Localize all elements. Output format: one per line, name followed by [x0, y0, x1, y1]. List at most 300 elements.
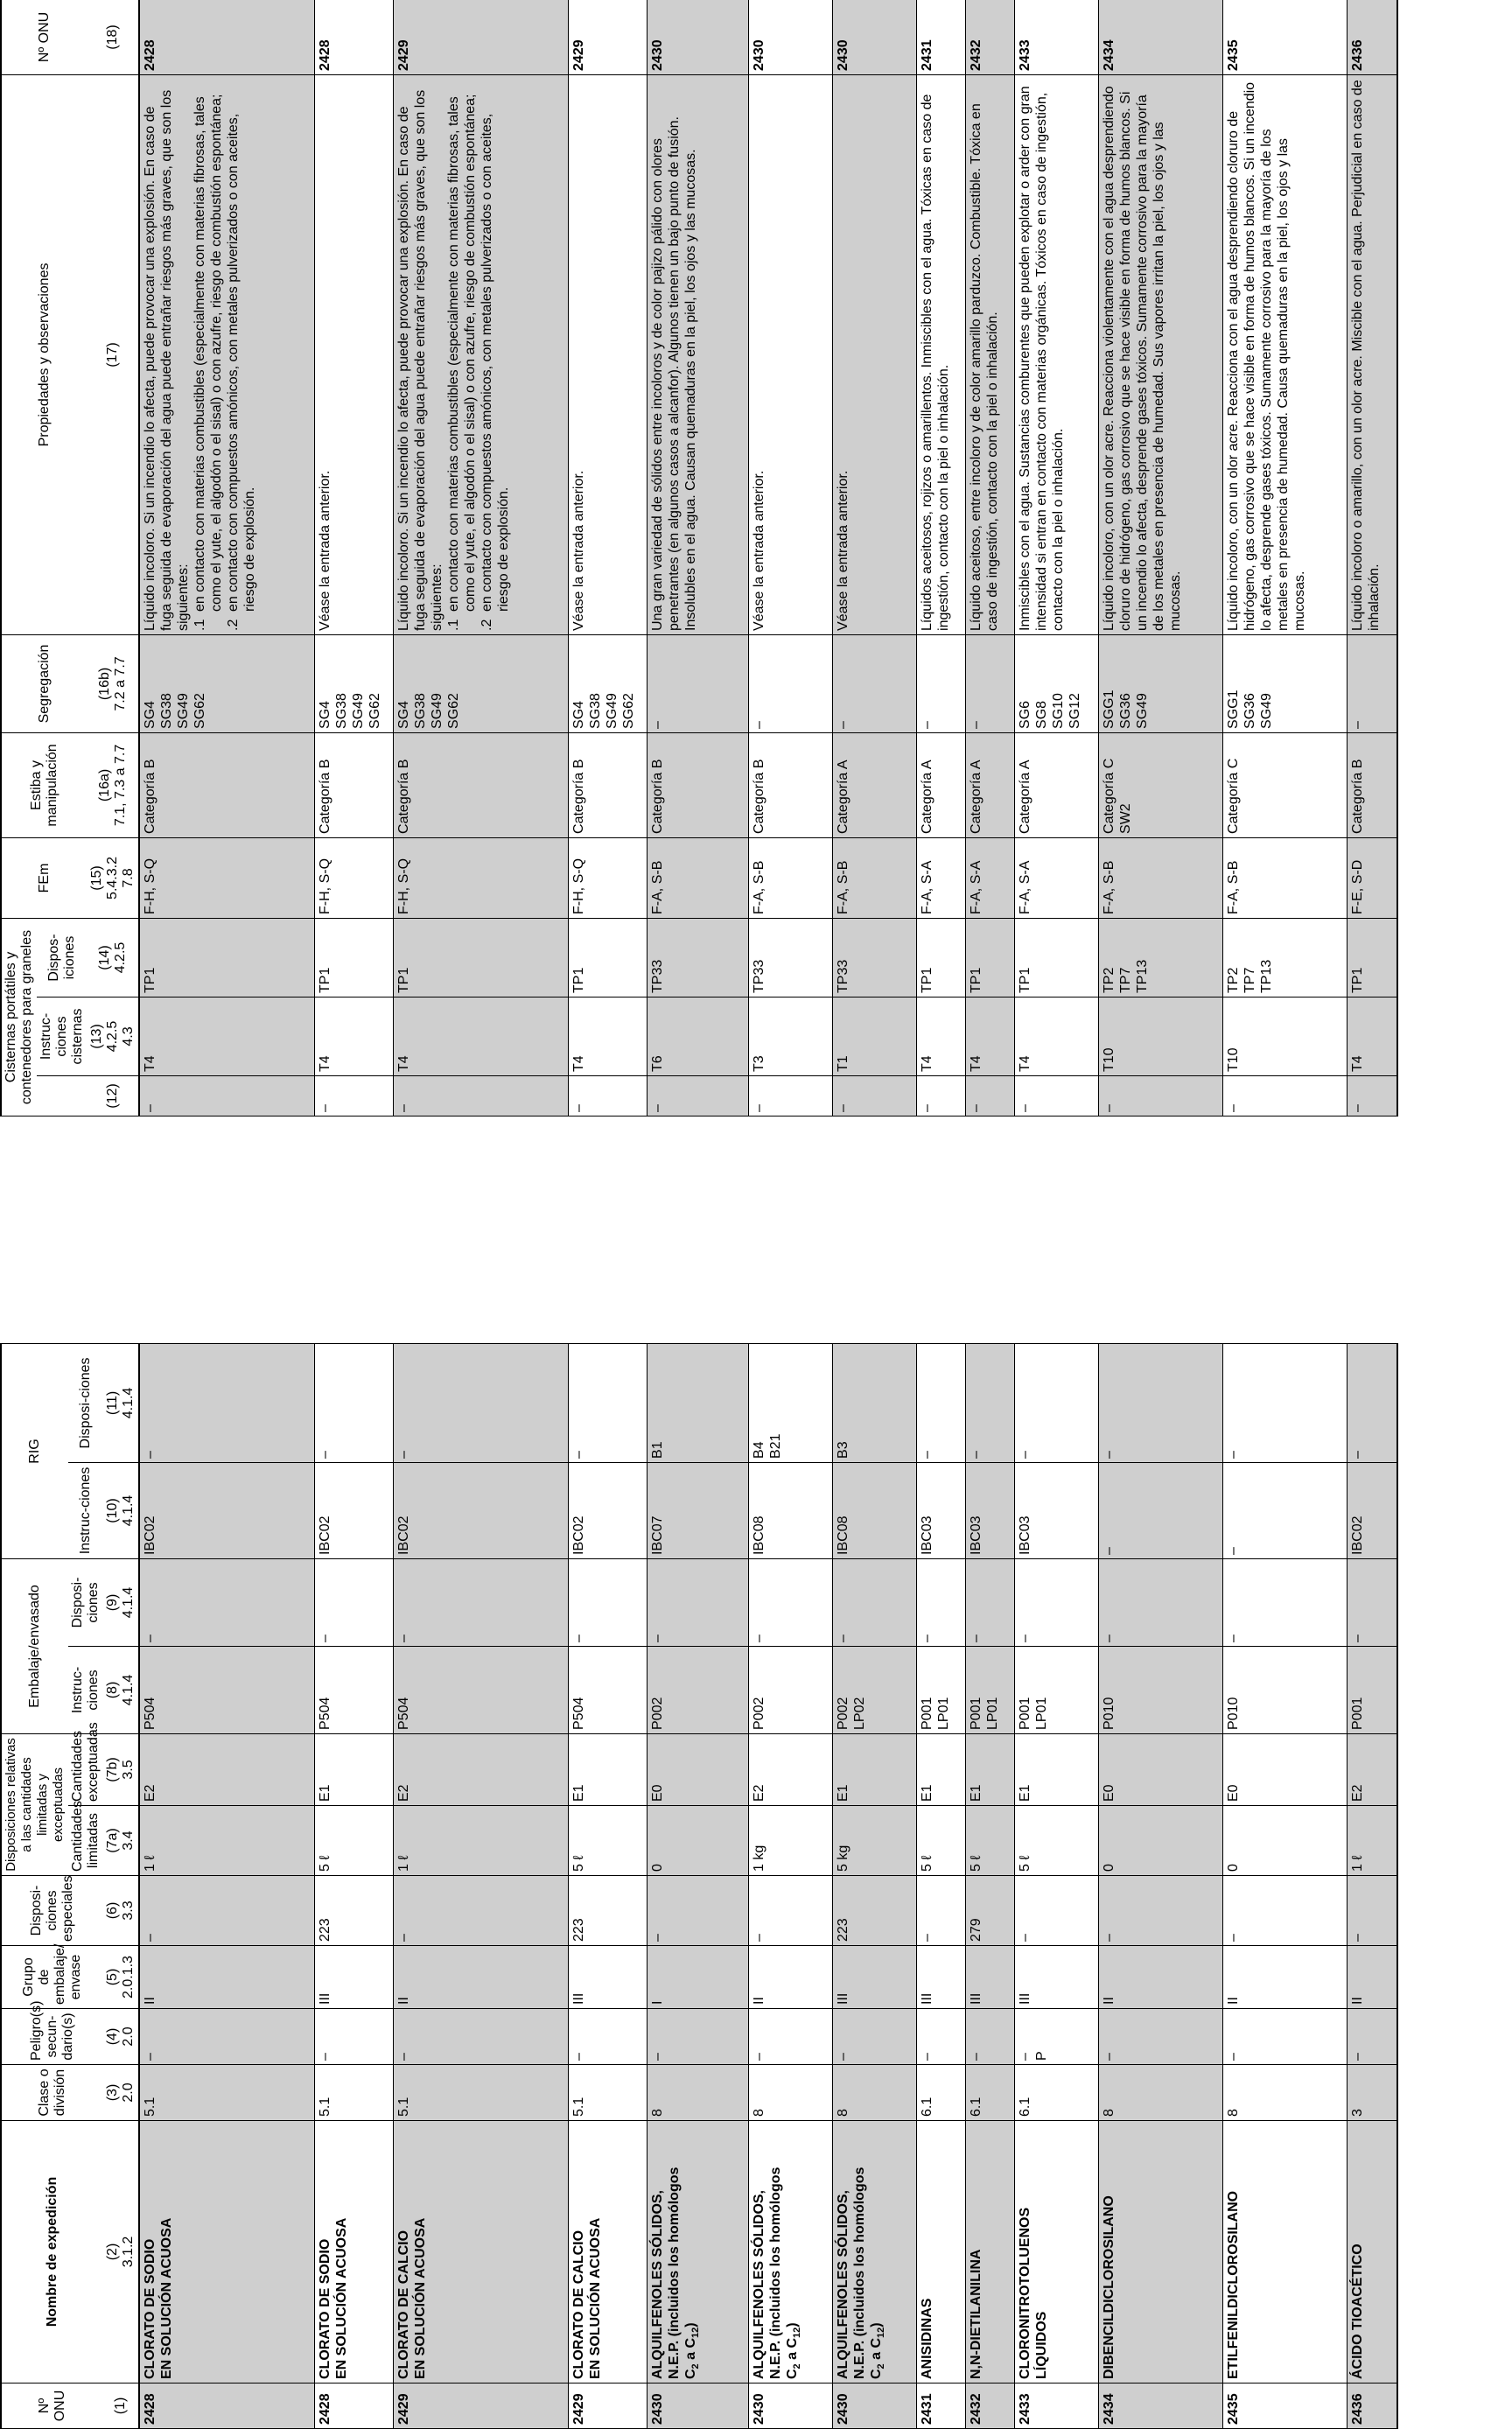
table-row — [965, 0, 1014, 1116]
cell-ibc: IBC08 — [832, 1462, 916, 1558]
cell-pp: – — [1098, 1558, 1222, 1646]
cell-seg: SG4 SG38 SG49 SG62 — [393, 634, 568, 732]
cell-tank: T4 — [568, 998, 647, 1076]
cell-ibcp: – — [1098, 1343, 1222, 1462]
cell-t12: – — [832, 1076, 916, 1116]
properties-text: Líquido incoloro, con un olor acre. Reacciona violentamente con el agua desprendiendo cloruro de hidrógeno, gas corrosivo que se hace visible en forma de humos blancos. Si un incendio lo afecta, desprende gases tóxicos. Sumamente corrosivo para la mayoría de los metales en presencia de humedad. Sus vapores irritan la piel, los ojos y las mucosas. — [1101, 86, 1183, 631]
cell-un: 2434 — [1098, 0, 1222, 74]
cell-t12: – — [139, 1076, 314, 1116]
cell-ibc: IBC02 — [139, 1462, 314, 1558]
properties-list-item — [479, 79, 512, 631]
cell-name: ANISIDINAS — [916, 2121, 965, 2384]
cell-ltd: 1 ℓ — [393, 1806, 568, 1876]
cell-sec: – — [916, 2009, 965, 2065]
table-row — [965, 1343, 1014, 2428]
cell-stow: Categoría B — [393, 732, 568, 837]
cell-un: 2432 — [965, 0, 1014, 74]
hdr-name: Nombre de expedición — [1, 2121, 103, 2384]
cell-pp: – — [1014, 1558, 1098, 1646]
table-row — [647, 1343, 748, 2428]
table-row — [314, 0, 393, 1116]
num-16a: (16a) 7.1, 7.3 a 7.7 — [88, 732, 139, 837]
cell-name: ALQUILFENOLES SÓLIDOS, N.E.P. (incluidos los homólogos $C_2$ a $C_{12}$) — [647, 2121, 748, 2384]
cell-ibcp: – — [1222, 1343, 1347, 1462]
cell-exc: E2 — [748, 1733, 832, 1805]
cell-un: 2429 — [393, 0, 568, 74]
hdr-properties: Propiedades y observaciones — [1, 74, 88, 634]
num-17: (17) — [88, 74, 139, 634]
cell-cls: 8 — [647, 2065, 748, 2121]
cell-props — [1098, 74, 1222, 634]
cell-stow: Categoría A — [916, 732, 965, 837]
cell-stow: Categoría B — [647, 732, 748, 837]
cell-tank: T10 — [1098, 998, 1222, 1076]
cell-sec: – — [568, 2009, 647, 2065]
num-7a: (7a) 3.4 — [103, 1806, 139, 1876]
left-table-body — [139, 1343, 1397, 2428]
hdr-un-right: Nº ONU — [1, 0, 88, 74]
cell-pi: P504 — [393, 1646, 568, 1733]
list-marker: .2 — [479, 619, 494, 631]
cell-cls: 3 — [1347, 2065, 1397, 2121]
cell-seg: – — [965, 634, 1014, 732]
cell-ltd: 1 kg — [748, 1806, 832, 1876]
cell-props — [1222, 74, 1347, 634]
cell-pp: – — [1222, 1558, 1347, 1646]
cell-ibc: IBC02 — [1347, 1462, 1397, 1558]
cell-ibcp: – — [916, 1343, 965, 1462]
table-row — [1098, 0, 1222, 1116]
cell-un: 2430 — [647, 0, 748, 74]
cell-t12: – — [916, 1076, 965, 1116]
cell-pp: – — [832, 1558, 916, 1646]
properties-list-item — [445, 79, 479, 631]
properties-list-item — [225, 79, 258, 631]
cell-t12: – — [748, 1076, 832, 1116]
cell-pg: III — [314, 1946, 393, 2009]
cell-sec: – — [965, 2009, 1014, 2065]
cell-t12: – — [1098, 1076, 1222, 1116]
cell-sec: – — [832, 2009, 916, 2065]
table-row — [1098, 1343, 1222, 2428]
cell-props — [916, 74, 965, 634]
cell-cls: 6.1 — [1014, 2065, 1098, 2121]
cell-ltd: 5 ℓ — [1014, 1806, 1098, 1876]
right-table-body — [139, 0, 1397, 1116]
cell-un: 2433 — [1014, 0, 1098, 74]
cell-name: ALQUILFENOLES SÓLIDOS, N.E.P. (incluidos los homólogos $C_2$ a $C_{12}$) — [748, 2121, 832, 2384]
num-4: (4) 2.0 — [103, 2009, 139, 2065]
cell-sp: – — [1014, 1876, 1098, 1946]
cell-pg: III — [568, 1946, 647, 2009]
cell-sec: – — [1098, 2009, 1222, 2065]
cell-name: CLORATO DE CALCIO EN SOLUCIÓN ACUOSA — [568, 2121, 647, 2384]
cell-un: 2432 — [965, 2384, 1014, 2429]
cell-t12: – — [393, 1076, 568, 1116]
cell-seg: – — [748, 634, 832, 732]
cell-un: 2431 — [916, 2384, 965, 2429]
cell-tank: T4 — [1347, 998, 1397, 1076]
hdr-tank-prov: Dispos-iciones — [37, 918, 88, 997]
cell-cls: 5.1 — [314, 2065, 393, 2121]
table-row — [314, 1343, 393, 2428]
cell-seg: SG4 SG38 SG49 SG62 — [314, 634, 393, 732]
table-row — [139, 1343, 314, 2428]
cell-un: 2430 — [748, 0, 832, 74]
cell-t12: – — [1014, 1076, 1098, 1116]
cell-stow: Categoría C — [1222, 732, 1347, 837]
cell-stow: Categoría B — [139, 732, 314, 837]
cell-exc: E0 — [647, 1733, 748, 1805]
cell-name: CLORATO DE SODIO EN SOLUCIÓN ACUOSA — [314, 2121, 393, 2384]
table-row — [568, 1343, 647, 2428]
cell-ibc: IBC03 — [916, 1462, 965, 1558]
cell-exc: E0 — [1222, 1733, 1347, 1805]
cell-pg: II — [748, 1946, 832, 2009]
cell-exc: E2 — [139, 1733, 314, 1805]
num-6: (6) 3.3 — [103, 1876, 139, 1946]
cell-pp: – — [393, 1558, 568, 1646]
cell-ibcp: – — [1347, 1343, 1397, 1462]
cell-ltd: 0 — [1222, 1806, 1347, 1876]
cell-cls: 5.1 — [139, 2065, 314, 2121]
table-row — [647, 0, 748, 1116]
cell-props — [647, 74, 748, 634]
table-row — [1222, 1343, 1347, 2428]
cell-sp: 223 — [832, 1876, 916, 1946]
cell-pg: II — [393, 1946, 568, 2009]
hdr-stowage: Estiba y manipulación — [1, 732, 88, 837]
cell-tp: TP1 — [139, 918, 314, 997]
cell-cls: 8 — [832, 2065, 916, 2121]
cell-name: DIBENCILDICLOROSILANO — [1098, 2121, 1222, 2384]
cell-pg: III — [1014, 1946, 1098, 2009]
cell-exc: E1 — [832, 1733, 916, 1805]
cell-cls: 8 — [1222, 2065, 1347, 2121]
cell-sp: – — [1098, 1876, 1222, 1946]
cell-tank: T6 — [647, 998, 748, 1076]
cell-ibc: – — [1222, 1462, 1347, 1558]
cell-ibcp: – — [139, 1343, 314, 1462]
cell-props — [748, 74, 832, 634]
cell-t12: – — [1347, 1076, 1397, 1116]
hdr-segregation: Segregación — [1, 634, 88, 732]
hdr-pg: Grupo de embalaje/ envase — [1, 1946, 103, 2009]
cell-exc: E1 — [916, 1733, 965, 1805]
num-13: (13) 4.2.5 4.3 — [88, 998, 139, 1076]
cell-pi: P010 — [1222, 1646, 1347, 1733]
cell-props — [314, 74, 393, 634]
left-table — [0, 1343, 1398, 2429]
cell-ems: F-A, S-B — [1222, 837, 1347, 918]
cell-pi: P504 — [314, 1646, 393, 1733]
cell-un: 2436 — [1347, 2384, 1397, 2429]
cell-stow: Categoría A — [965, 732, 1014, 837]
properties-text: Líquido incoloro. Si un incendio lo afecta, puede provocar una explosión. En caso de fuga seguida de evaporación del agua puede entrañar riesgos más graves, que son los siguientes: — [396, 89, 444, 631]
cell-props — [832, 74, 916, 634]
hdr-tanks: Cisternas portátiles y contenedores para graneles — [1, 918, 37, 1116]
cell-ibc: IBC02 — [393, 1462, 568, 1558]
cell-ibc: IBC03 — [965, 1462, 1014, 1558]
cell-un: 2435 — [1222, 0, 1347, 74]
cell-tank: T4 — [916, 998, 965, 1076]
cell-sec: – — [393, 2009, 568, 2065]
properties-text: Véase la entrada anterior. — [317, 470, 332, 631]
cell-tank: T4 — [314, 998, 393, 1076]
cell-pp: – — [1347, 1558, 1397, 1646]
cell-un: 2436 — [1347, 0, 1397, 74]
cell-un: 2430 — [748, 2384, 832, 2429]
cell-pg: II — [1222, 1946, 1347, 2009]
cell-un: 2433 — [1014, 2384, 1098, 2429]
cell-ltd: 5 ℓ — [568, 1806, 647, 1876]
cell-name: CLORATO DE CALCIO EN SOLUCIÓN ACUOSA — [393, 2121, 568, 2384]
cell-sp: – — [1347, 1876, 1397, 1946]
cell-pi: P001 — [1347, 1646, 1397, 1733]
cell-un: 2434 — [1098, 2384, 1222, 2429]
cell-seg: – — [647, 634, 748, 732]
hdr-class: Clase o división — [1, 2065, 103, 2121]
cell-ibcp: – — [393, 1343, 568, 1462]
cell-name: CLORATO DE SODIO EN SOLUCIÓN ACUOSA — [139, 2121, 314, 2384]
cell-tank: T4 — [139, 998, 314, 1076]
cell-tp: TP33 — [647, 918, 748, 997]
hdr-ibci: Instruc-ciones — [68, 1462, 103, 1558]
cell-tp: TP1 — [393, 918, 568, 997]
cell-seg: – — [1347, 634, 1397, 732]
table-row — [916, 1343, 965, 2428]
cell-props — [965, 74, 1014, 634]
cell-sp: 279 — [965, 1876, 1014, 1946]
properties-text: Véase la entrada anterior. — [835, 470, 850, 631]
hdr-pi: Instruc-ciones — [68, 1646, 103, 1733]
cell-seg: SGG1 SG36 SG49 — [1222, 634, 1347, 732]
cell-ems: F-A, S-B — [1098, 837, 1222, 918]
num-16b: (16b) 7.2 a 7.7 — [88, 634, 139, 732]
cell-pi: P002 LP02 — [832, 1646, 916, 1733]
properties-text: Líquido incoloro o amarillo, con un olor acre. Miscible con el agua. Perjudicial en caso de inhalación. — [1349, 80, 1382, 631]
cell-ems: F-H, S-Q — [139, 837, 314, 918]
cell-pi: P001 LP01 — [965, 1646, 1014, 1733]
table-row — [748, 1343, 832, 2428]
cell-un: 2428 — [314, 2384, 393, 2429]
cell-pp: – — [314, 1558, 393, 1646]
cell-sec: – — [1347, 2009, 1397, 2065]
cell-tp: TP2 TP7 TP13 — [1098, 918, 1222, 997]
cell-sp: – — [393, 1876, 568, 1946]
right-table — [0, 0, 1398, 1116]
cell-ems: F-H, S-Q — [314, 837, 393, 918]
cell-seg: SG4 SG38 SG49 SG62 — [568, 634, 647, 732]
cell-sec: – — [748, 2009, 832, 2065]
num-3: (3) 2.0 — [103, 2065, 139, 2121]
cell-pi: P002 — [748, 1646, 832, 1733]
table-row — [916, 0, 965, 1116]
cell-tank: T3 — [748, 998, 832, 1076]
cell-pp: – — [916, 1558, 965, 1646]
cell-un: 2431 — [916, 0, 965, 74]
cell-props — [393, 74, 568, 634]
hdr-quantities: Disposiciones relativas a las cantidades limitadas y exceptuadas — [1, 1733, 68, 1875]
cell-ems: F-A, S-A — [916, 837, 965, 918]
cell-sec: – — [139, 2009, 314, 2065]
cell-name: ÁCIDO TIOACÉTICO — [1347, 2121, 1397, 2384]
cell-t12: – — [568, 1076, 647, 1116]
cell-tp: TP2 TP7 TP13 — [1222, 918, 1347, 997]
num-10: (10) 4.1.4 — [103, 1462, 139, 1558]
cell-sec: – — [1222, 2009, 1347, 2065]
cell-ltd: 0 — [1098, 1806, 1222, 1876]
cell-ibc: IBC02 — [568, 1462, 647, 1558]
cell-pi: P001 LP01 — [916, 1646, 965, 1733]
properties-text: Inmiscibles con el agua. Sustancias comburentes que pueden explotar o arder con gran intensidad si entran en contacto con materias orgánicas. Tóxicos en caso de ingestión, contacto con la piel o inhalación. — [1017, 86, 1066, 631]
cell-props — [568, 74, 647, 634]
cell-ems: F-A, S-A — [965, 837, 1014, 918]
cell-stow: Categoría C SW2 — [1098, 732, 1222, 837]
cell-t12: – — [965, 1076, 1014, 1116]
cell-ibcp: B1 — [647, 1343, 748, 1462]
num-8: (8) 4.1.4 — [103, 1646, 139, 1733]
cell-ltd: 5 ℓ — [916, 1806, 965, 1876]
properties-text: Líquido aceitoso, entre incoloro y de color amarillo parduzco. Combustible. Tóxica en caso de ingestión, contacto con la piel o inhalación. — [968, 103, 1000, 631]
cell-tp: TP33 — [748, 918, 832, 997]
cell-ltd: 5 ℓ — [314, 1806, 393, 1876]
cell-sec: – — [314, 2009, 393, 2065]
cell-pi: P504 — [568, 1646, 647, 1733]
cell-pi: P001 LP01 — [1014, 1646, 1098, 1733]
table-row — [832, 0, 916, 1116]
cell-cls: 6.1 — [965, 2065, 1014, 2121]
cell-pi: P002 — [647, 1646, 748, 1733]
cell-exc: E1 — [1014, 1733, 1098, 1805]
table-row — [393, 0, 568, 1116]
cell-ibc: – — [1098, 1462, 1222, 1558]
cell-sec: – — [647, 2009, 748, 2065]
table-row — [1014, 0, 1098, 1116]
cell-seg: – — [916, 634, 965, 732]
hdr-un: Nº ONU — [1, 2384, 103, 2429]
cell-sp: – — [139, 1876, 314, 1946]
cell-cls: 8 — [748, 2065, 832, 2121]
cell-un: 2430 — [647, 2384, 748, 2429]
cell-tp: TP33 — [832, 918, 916, 997]
table-row — [568, 0, 647, 1116]
table-row — [1014, 1343, 1098, 2428]
cell-pp: – — [568, 1558, 647, 1646]
properties-list — [445, 79, 512, 631]
table-row — [1347, 1343, 1397, 2428]
cell-ibcp: B3 — [832, 1343, 916, 1462]
cell-pg: III — [965, 1946, 1014, 2009]
properties-list-item — [192, 79, 225, 631]
cell-exc: E1 — [314, 1733, 393, 1805]
cell-ibcp: – — [314, 1343, 393, 1462]
cell-tp: TP1 — [568, 918, 647, 997]
cell-tp: TP1 — [965, 918, 1014, 997]
cell-sp: 223 — [568, 1876, 647, 1946]
cell-seg: SG4 SG38 SG49 SG62 — [139, 634, 314, 732]
cell-ibc: IBC07 — [647, 1462, 748, 1558]
hdr-subrisk: Peligro(s) secun-dario(s) — [1, 2009, 103, 2065]
hdr-limited: Cantidades limitadas — [68, 1806, 103, 1876]
table-row — [139, 0, 314, 1116]
cell-exc: E0 — [1098, 1733, 1222, 1805]
cell-tp: TP1 — [314, 918, 393, 997]
num-15: (15) 5.4.3.2 7.8 — [88, 837, 139, 918]
cell-sp: – — [916, 1876, 965, 1946]
list-marker: .1 — [445, 619, 461, 631]
cell-tp: TP1 — [1014, 918, 1098, 997]
cell-ltd: 5 kg — [832, 1806, 916, 1876]
num-5: (5) 2.0.1.3 — [103, 1946, 139, 2009]
cell-sp: 223 — [314, 1876, 393, 1946]
num-2: (2) 3.1.2 — [103, 2121, 139, 2384]
list-marker: .2 — [226, 619, 241, 631]
cell-pg: II — [1098, 1946, 1222, 2009]
table-row — [1347, 0, 1397, 1116]
table-row — [748, 0, 832, 1116]
cell-t12: – — [1222, 1076, 1347, 1116]
num-1: (1) — [103, 2384, 139, 2429]
list-marker: .1 — [192, 619, 207, 631]
cell-ems: F-H, S-Q — [568, 837, 647, 918]
list-item-text: en contacto con materias combustibles (especialmente con materias fibrosas, tales como el yute, el algodón o el sisal) o con azufre, riesgo de combustión espontánea; — [192, 94, 224, 612]
hdr-tank-instr: Instruc-ciones cisternas — [37, 998, 88, 1076]
cell-tank: T4 — [965, 998, 1014, 1076]
num-12: (12) — [88, 1076, 139, 1116]
cell-t12: – — [647, 1076, 748, 1116]
cell-un: 2428 — [139, 2384, 314, 2429]
cell-sp: – — [748, 1876, 832, 1946]
list-item-text: en contacto con compuestos amónicos, con metales pulverizados o con aceites, riesgo de explosión. — [226, 113, 257, 612]
cell-cls: 5.1 — [393, 2065, 568, 2121]
cell-un: 2430 — [832, 0, 916, 74]
cell-pg: I — [647, 1946, 748, 2009]
list-item-text: en contacto con materias combustibles (especialmente con materias fibrosas, tales como el yute, el algodón o el sisal) o con azufre, riesgo de combustión espontánea; — [445, 94, 478, 612]
cell-tank: T10 — [1222, 998, 1347, 1076]
cell-tank: T4 — [1014, 998, 1098, 1076]
cell-ibcp: B4 B21 — [748, 1343, 832, 1462]
table-row — [393, 1343, 568, 2428]
hdr-ibcp: Disposi-ciones — [68, 1343, 103, 1462]
cell-un: 2428 — [139, 0, 314, 74]
cell-ibcp: – — [568, 1343, 647, 1462]
properties-text: Líquidos aceitosos, rojizos o amarillentos. Inmiscibles con el agua. Tóxicas en caso de ingestión, contacto con la piel o inhalación. — [919, 94, 951, 631]
cell-name: CLORONITROTOLUENOS LÍQUIDOS — [1014, 2121, 1098, 2384]
cell-un: 2429 — [568, 0, 647, 74]
properties-text: Líquido incoloro, con un olor acre. Reacciona con el agua desprendiendo cloruro de hidrógeno, gas corrosivo que se hace visible en forma de humos blancos. Si un incendio lo afecta, desprende gases tóxicos. Sumamente corrosivo para la mayoría de los metales en presencia de humedad. Causa quemaduras en la piel, los ojos y las mucosas. — [1225, 81, 1307, 631]
cell-tp: TP1 — [1347, 918, 1397, 997]
cell-ems: F-A, S-B — [832, 837, 916, 918]
hdr-pp: Disposi-ciones — [68, 1558, 103, 1646]
cell-sp: – — [1222, 1876, 1347, 1946]
cell-pp: – — [965, 1558, 1014, 1646]
properties-list — [192, 79, 258, 631]
cell-pi: P010 — [1098, 1646, 1222, 1733]
num-11: (11) 4.1.4 — [103, 1343, 139, 1462]
cell-ems: F-A, S-B — [748, 837, 832, 918]
cell-un: 2429 — [568, 2384, 647, 2429]
cell-ibcp: – — [965, 1343, 1014, 1462]
cell-ibcp: – — [1014, 1343, 1098, 1462]
cell-stow: Categoría B — [314, 732, 393, 837]
cell-stow: Categoría B — [568, 732, 647, 837]
properties-text: Una gran variedad de sólidos entre incoloros y de color pajizo pálido con olores penetrantes (en algunos casos a alcanfor). Algunos tienen un bajo punto de fusión. Insolubles en el agua. Causan quemaduras en la piel, los ojos y las mucosas. — [649, 116, 698, 631]
cell-seg: – — [832, 634, 916, 732]
cell-props — [1014, 74, 1098, 634]
cell-un: 2435 — [1222, 2384, 1347, 2429]
table-row — [832, 1343, 916, 2428]
